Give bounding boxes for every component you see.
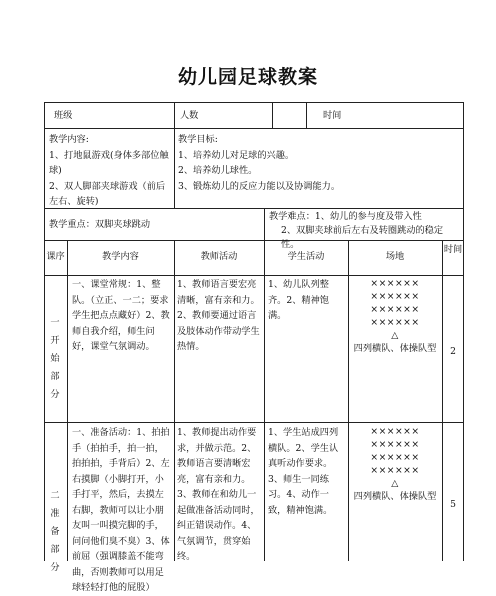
teacher-marker: △	[391, 478, 399, 489]
key-point: 教学重点：双脚夹球跳动	[49, 219, 151, 230]
section-order: 二准备部分	[50, 490, 60, 573]
content-item: 1、打地鼠游戏(身体多部位触球)	[49, 149, 169, 176]
goal-item: 3、锻炼幼儿的反应力能以及协调能力。	[178, 180, 341, 192]
venue-note: 四列横队、体操队型	[353, 491, 437, 502]
count-label: 人数	[180, 110, 199, 121]
page-title: 幼儿园足球教案	[177, 66, 318, 88]
section-teacher: 1、教师语言要宏亮清晰，富有亲和力。2、教师要通过语言及肢体动作带动学生热情。	[177, 279, 260, 352]
lesson-plan-table	[44, 102, 464, 593]
col-order: 课序	[46, 251, 65, 262]
content-item: 2、双人脚部夹球游戏（前后左右、旋转)	[49, 180, 166, 207]
section-teacher: 1、教师提出动作要求，并做示范。2、教师语言要清晰宏亮，富有亲和力。3、教师在和幼儿一起做准备活动同时，纠正错误动作。4、气氛调节，贯穿始终。	[177, 427, 260, 562]
venue-formation	[348, 277, 442, 355]
venue-formation	[348, 425, 442, 503]
section-time: 5	[450, 499, 456, 510]
class-label: 班级	[54, 110, 73, 121]
difficulty-line: 教学难点：1、幼儿的参与度及带入性	[269, 211, 422, 222]
difficulty-block	[269, 210, 461, 252]
col-venue: 场地	[385, 251, 405, 262]
section-student: 1、幼儿队列整齐。2、精神饱满。	[268, 279, 329, 321]
player-row: ××××××	[370, 278, 420, 289]
section-content: 一、准备活动：1、拍拍手（拍拍手，拍一拍，拍拍拍，手背后）2、左右摸脚（小脚打开，小手打平，然后，去摸左右脚，教师可以让小朋友叫一叫摸完脚的手，问问他们臭不臭）3、体前屈（强调膝盖不能弯曲，否则教师可以用足球轻轻打他的屁股）	[72, 427, 170, 593]
goals-heading: 教学目标:	[178, 134, 218, 145]
section-time: 2	[450, 346, 456, 357]
col-teacher: 教师活动	[200, 251, 238, 262]
section-student: 1、学生站成四列横队。2、学生认真听动作要求。3、师生一同练习。4、动作一致，精神饱满。	[268, 427, 339, 516]
goals-block	[178, 132, 460, 194]
time-label: 时间	[323, 110, 342, 121]
section-content: 一、课堂常规：1、整队。（立正、一二；要求学生把点点藏好）2、教师自我介绍，师生问好，课堂气氛调动。	[72, 279, 170, 352]
content-block	[49, 132, 171, 210]
player-row: ××××××	[370, 304, 420, 315]
venue-note: 四列横队、体操队型	[353, 343, 437, 354]
player-row: ××××××	[370, 452, 420, 463]
goal-item: 2、培养幼儿球性。	[178, 165, 258, 176]
teacher-marker: △	[391, 330, 399, 341]
col-time: 时间	[443, 244, 463, 255]
col-content: 教学内容	[102, 251, 139, 262]
section-order: 一开始部分	[50, 317, 60, 400]
col-student: 学生活动	[287, 251, 325, 262]
content-heading: 教学内容:	[49, 134, 89, 145]
player-row: ××××××	[370, 439, 420, 450]
player-row: ××××××	[370, 291, 420, 302]
player-row: ××××××	[370, 317, 420, 328]
difficulty-line: 2、双脚夹球前后左右及转圈跳动的稳定性。	[281, 225, 444, 250]
goal-item: 1、培养幼儿对足球的兴趣。	[178, 149, 295, 161]
player-row: ××××××	[370, 426, 420, 437]
player-row: ××××××	[370, 465, 420, 476]
